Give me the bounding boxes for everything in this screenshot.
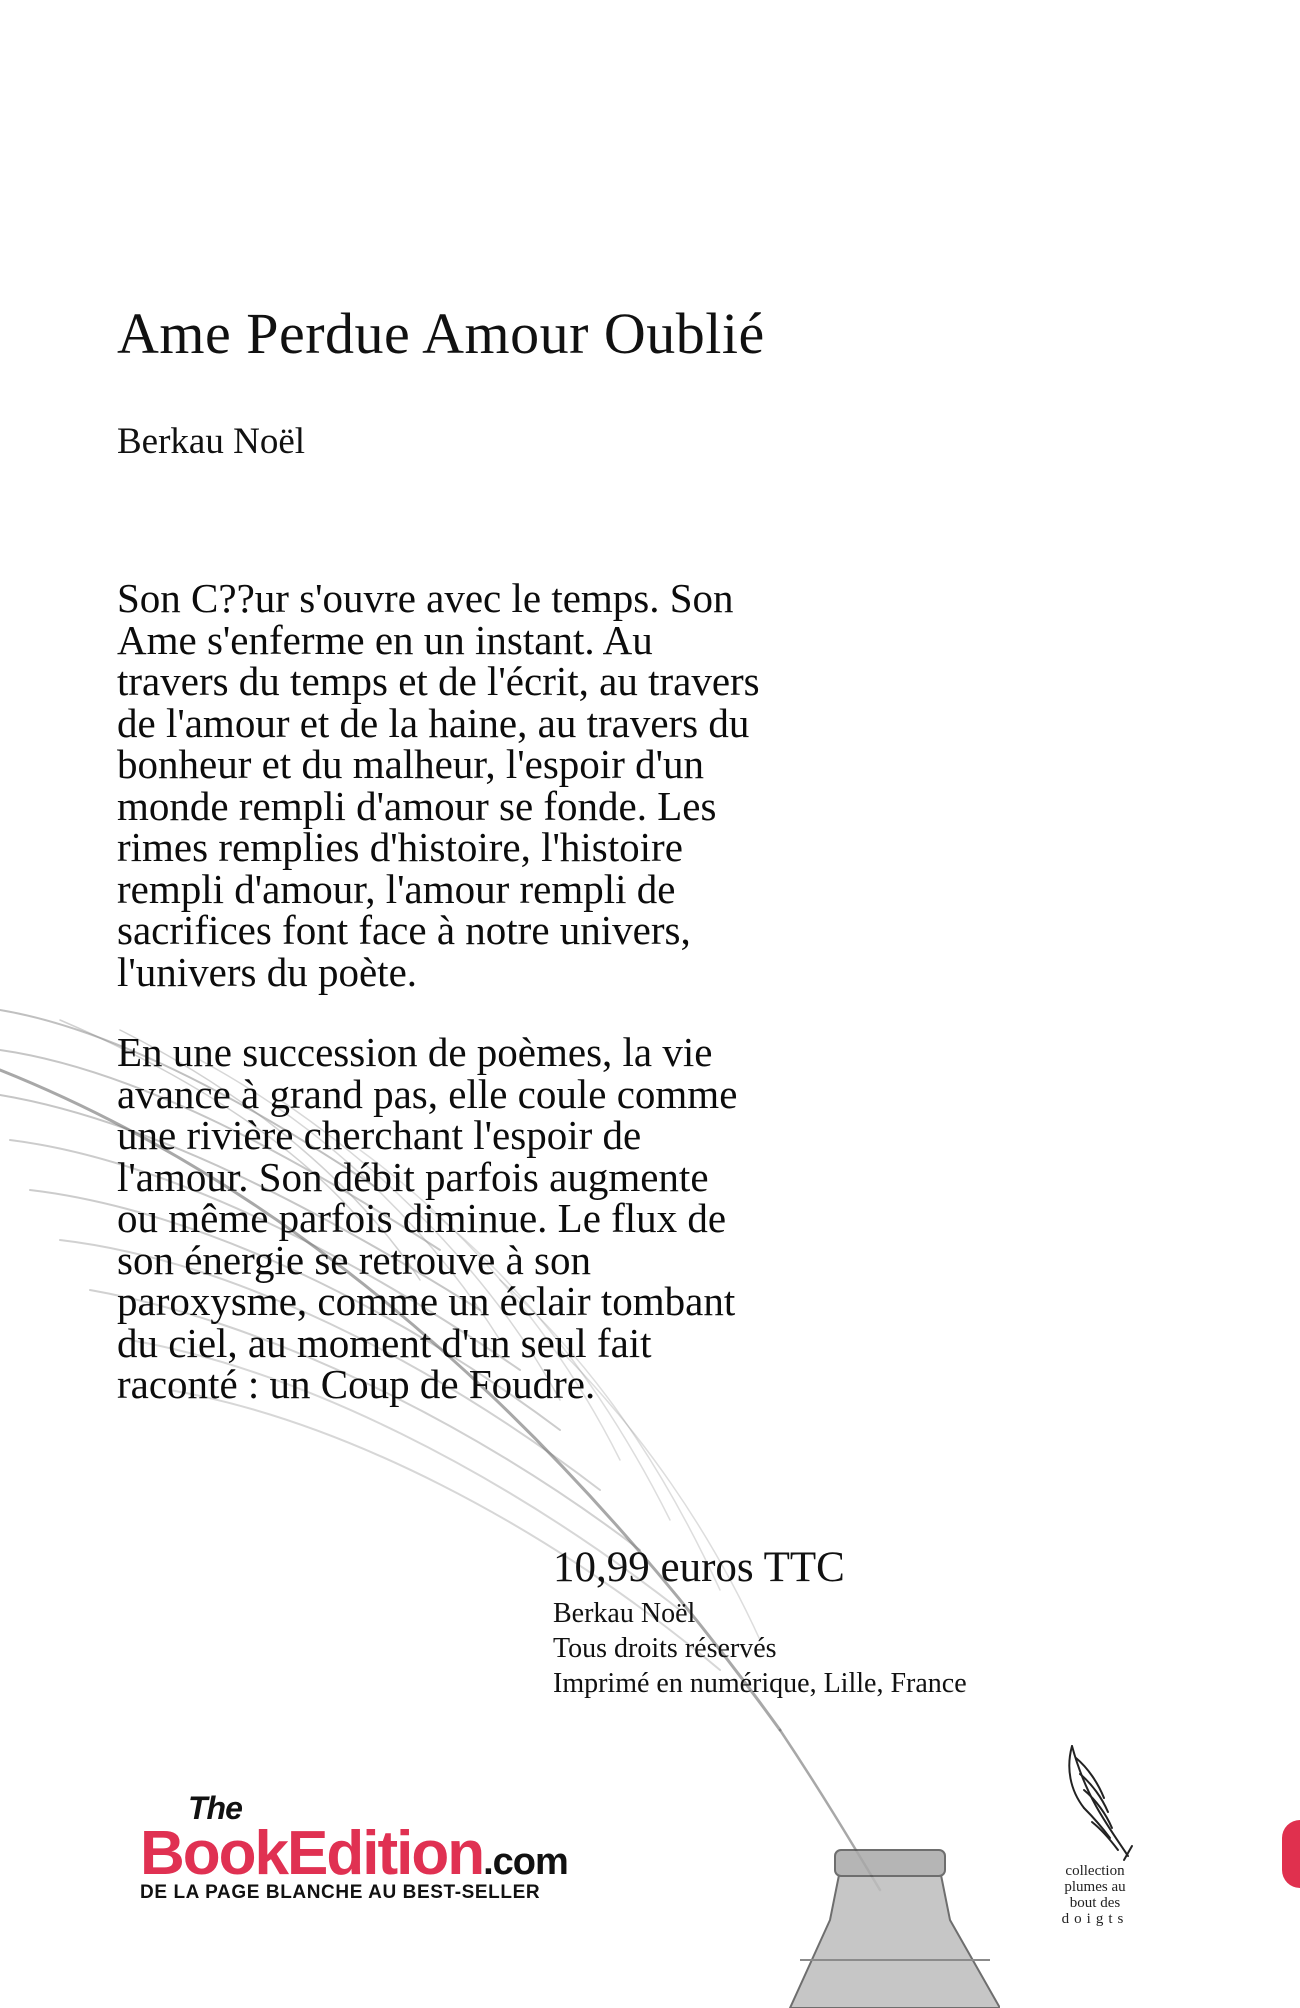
blurb-line: raconté : un Coup de Foudre. bbox=[117, 1361, 596, 1407]
blurb-line: l'univers du poète. bbox=[117, 948, 418, 995]
collection-line: collection bbox=[1065, 1863, 1125, 1879]
logo-domain: .com bbox=[483, 1841, 568, 1883]
book-author: Berkau Noël bbox=[117, 421, 306, 462]
imprint-block bbox=[553, 1596, 967, 1701]
blurb-line: avance à grand pas, elle coule comme bbox=[117, 1070, 738, 1117]
blurb-line: Ame s'enferme en un instant. Au bbox=[117, 616, 653, 663]
quill-icon bbox=[1058, 1738, 1138, 1863]
imprint-rights: Tous droits réservés bbox=[553, 1633, 777, 1664]
collection-mark bbox=[1040, 1738, 1150, 1928]
blurb-line: sacrifices font face à notre univers, bbox=[117, 907, 691, 953]
blurb-paragraph-1 bbox=[117, 575, 1017, 995]
blurb-line: son énergie se retrouve à son bbox=[117, 1236, 592, 1283]
blurb-line: paroxysme, comme un éclair tombant bbox=[117, 1278, 736, 1324]
blurb-line: du ciel, au moment d'un seul fait bbox=[117, 1319, 652, 1366]
book-price: 10,99 euros TTC bbox=[553, 1544, 845, 1591]
blurb-line: une rivière cherchant l'espoir de bbox=[117, 1112, 642, 1158]
collection-line: plumes au bbox=[1064, 1879, 1126, 1895]
blurb-line: l'amour. Son débit parfois augmente bbox=[117, 1153, 709, 1200]
blurb-line: rempli d'amour, l'amour rempli de bbox=[117, 865, 676, 912]
blurb-line: bonheur et du malheur, l'espoir d'un bbox=[117, 741, 704, 787]
blurb-line: Son C??ur s'ouvre avec le temps. Son bbox=[117, 575, 734, 621]
publisher-logo bbox=[140, 1790, 700, 1903]
logo-name: BookEdition bbox=[140, 1819, 484, 1888]
imprint-printed: Imprimé en numérique, Lille, France bbox=[553, 1668, 967, 1699]
blurb-line: ou même parfois diminue. Le flux de bbox=[117, 1195, 727, 1241]
blurb-line: de l'amour et de la haine, au travers du bbox=[117, 699, 750, 746]
blurb-line: monde rempli d'amour se fonde. Les bbox=[117, 782, 717, 829]
edge-tab-marker bbox=[1282, 1820, 1300, 1888]
logo-wordmark bbox=[140, 1818, 568, 1889]
blurb-line: travers du temps et de l'écrit, au travers bbox=[117, 658, 760, 704]
logo-tagline: DE LA PAGE BLANCHE AU BEST-SELLER bbox=[140, 1882, 541, 1903]
collection-label bbox=[1040, 1863, 1150, 1927]
logo-the: The bbox=[188, 1790, 242, 1826]
imprint-author: Berkau Noël bbox=[553, 1598, 696, 1629]
blurb-line: rimes remplies d'histoire, l'histoire bbox=[117, 824, 683, 870]
collection-line: doigts bbox=[1061, 1911, 1129, 1927]
blurb-line: En une succession de poèmes, la vie bbox=[117, 1029, 713, 1075]
collection-line: bout des bbox=[1069, 1895, 1121, 1911]
blurb-paragraph-2 bbox=[117, 1029, 1017, 1407]
book-title: Ame Perdue Amour Oublié bbox=[117, 301, 765, 366]
